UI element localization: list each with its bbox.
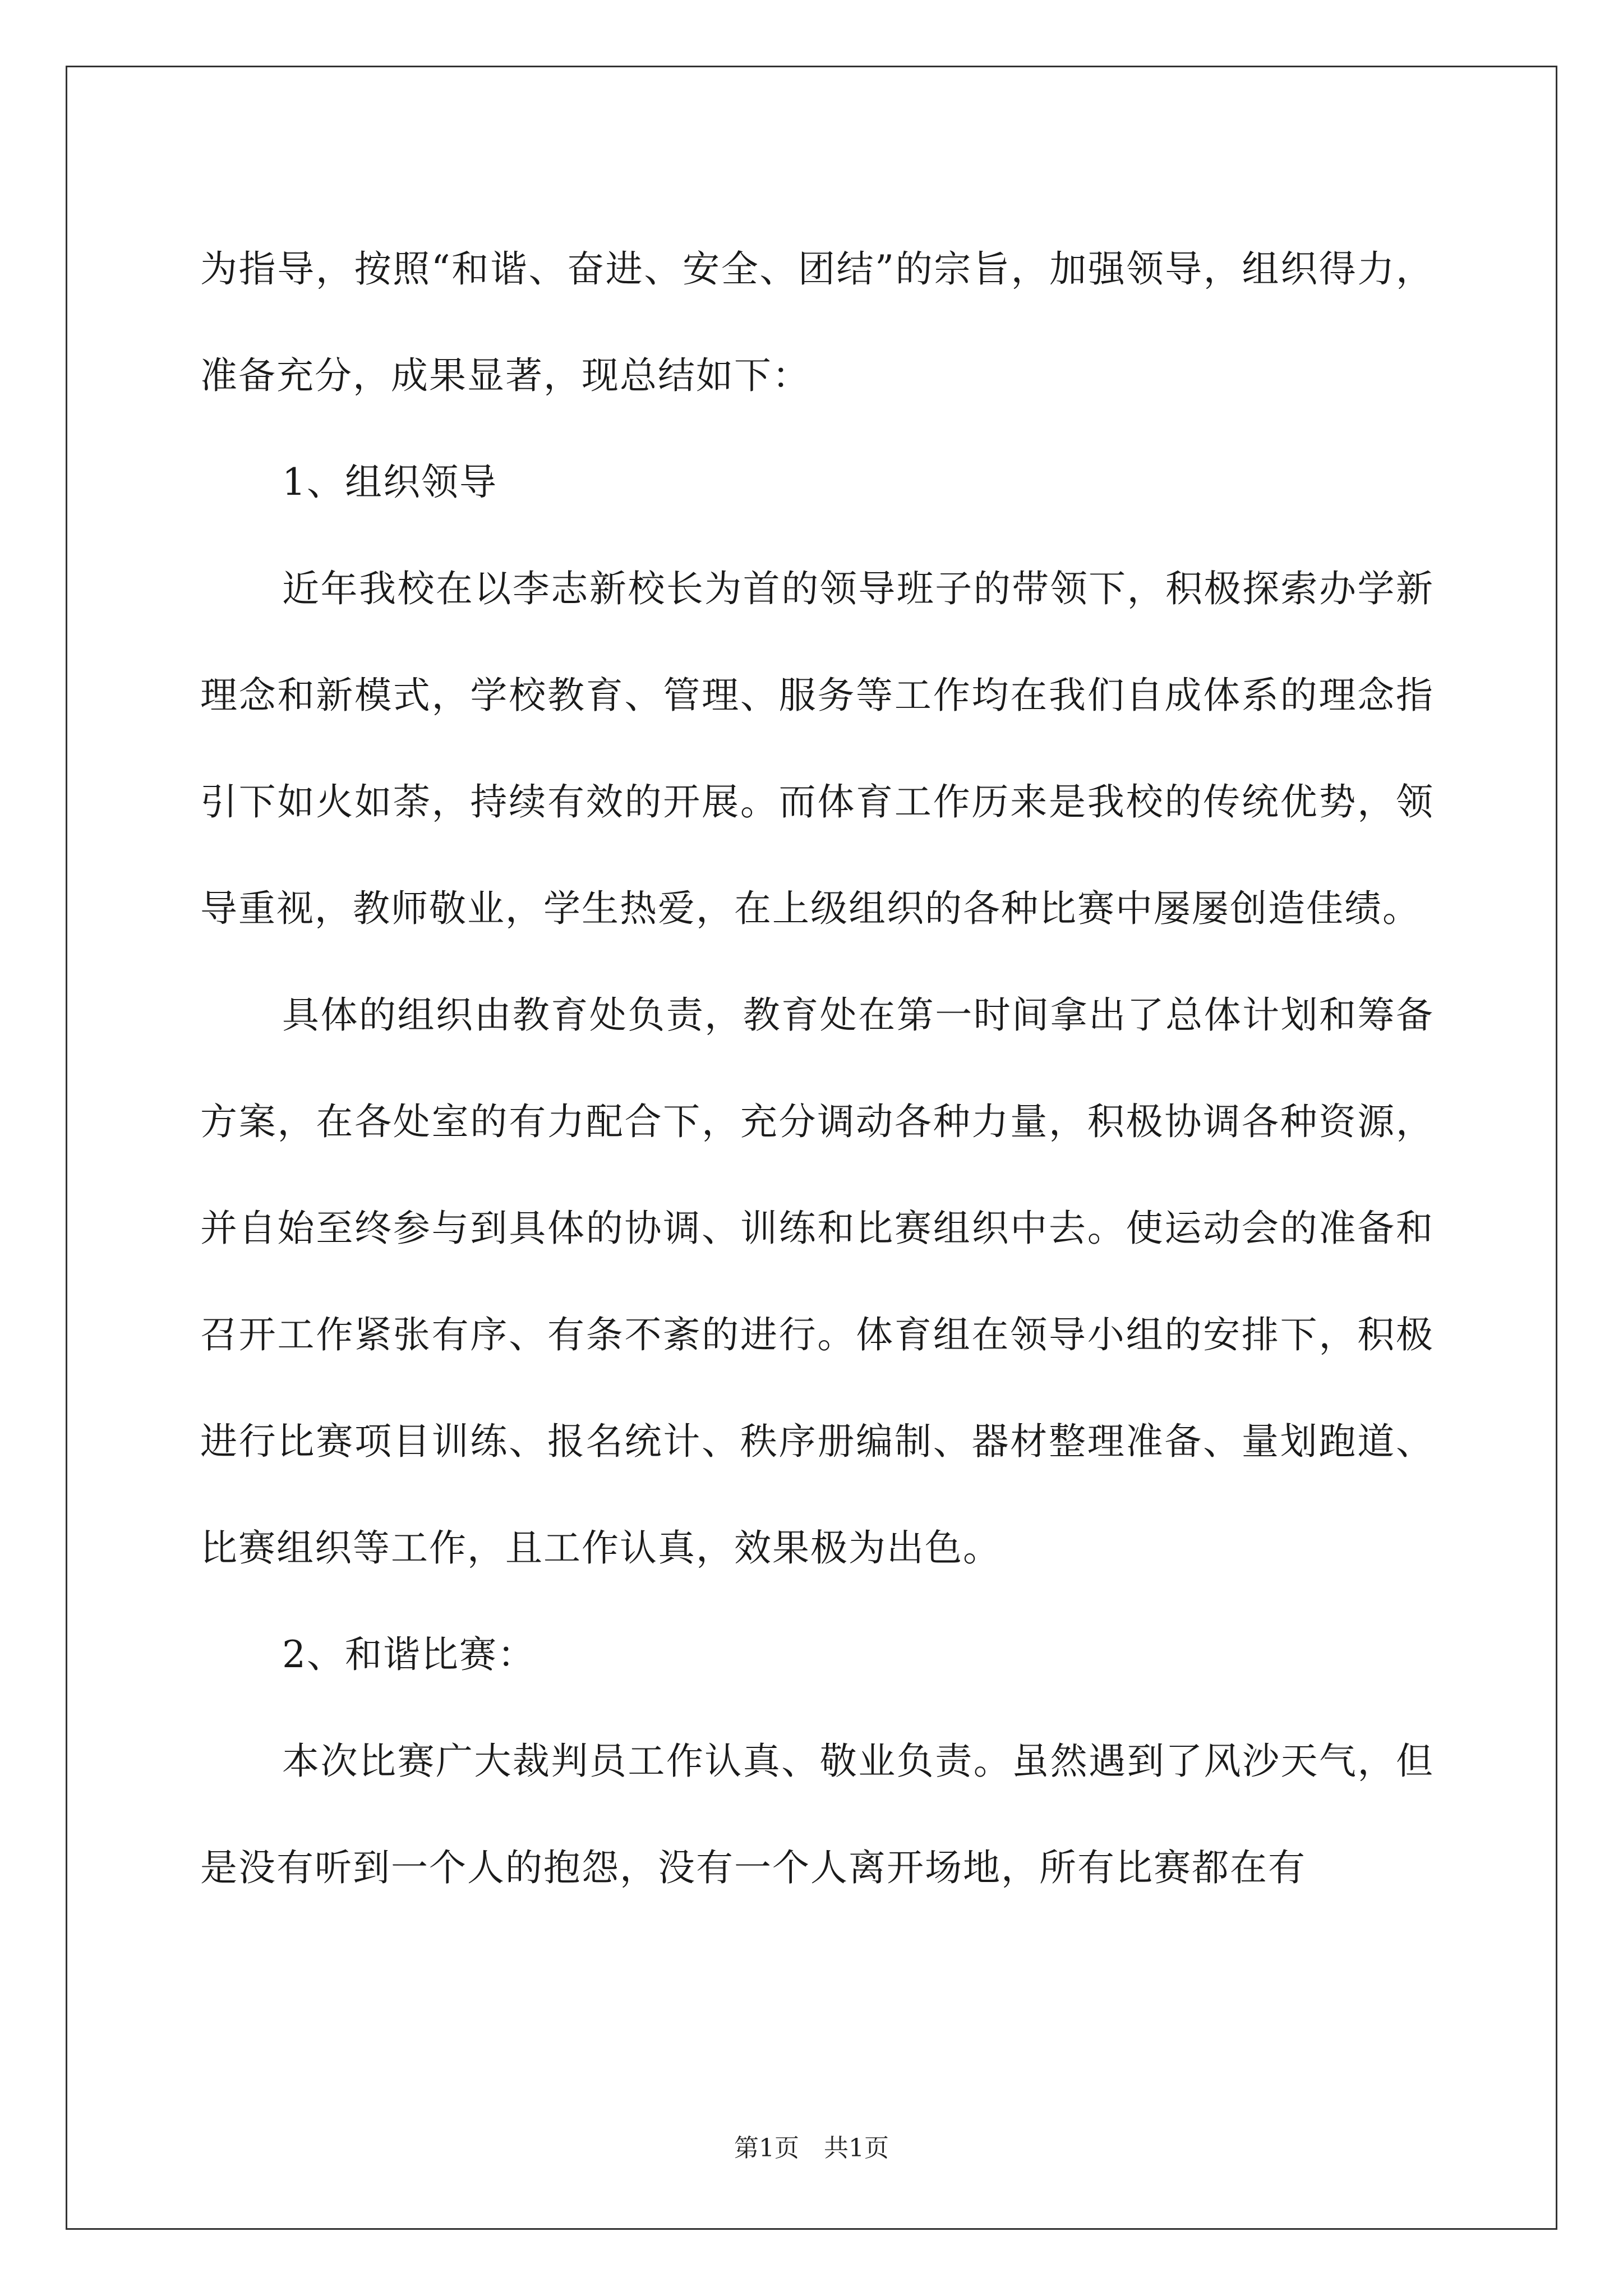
page-footer: 第1页 共1页 [734,2134,889,2162]
paragraph-organization-detail: 具体的组织由教育处负责，教育处在第一时间拿出了总体计划和筹备方案，在各处室的有力配合下，充分调动各种力量，积极协调各种资源，并自始至终参与到具体的协调、训练和比赛组织中去。使运动会的准备和召开工作紧张有序、有条不紊的进行。体育组在领导小组的安排下，积极进行比赛项目训练、报名统计、秩序册编制、器材整理准备、量划跑道、比赛组织等工作，且工作认真，效果极为出色。 [200,993,1434,1570]
section-heading-harmony: 2、和谐比赛： [282,1633,536,1676]
paragraph-referees: 本次比赛广大裁判员工作认真、敬业负责。虽然遇到了风沙天气，但是没有听到一个人的抱怨，没有一个人离开场地，所有比赛都在有 [200,1740,1434,1889]
document-body [200,216,1434,1921]
section-heading-organization: 1、组织领导 [282,461,497,504]
paragraph-leadership: 近年我校在以李志新校长为首的领导班子的带领下，积极探索办学新理念和新模式，学校教育、管理、服务等工作均在我们自成体系的理念指引下如火如荼，持续有效的开展。而体育工作历来是我校的传统优势，领导重视，教师敬业，学生热爱，在上级组织的各种比赛中屡屡创造佳绩。 [200,567,1434,930]
paragraph-intro: 为指导，按照“和谐、奋进、安全、团结”的宗旨，加强领导，组织得力，准备充分，成果显著，现总结如下： [200,247,1434,397]
